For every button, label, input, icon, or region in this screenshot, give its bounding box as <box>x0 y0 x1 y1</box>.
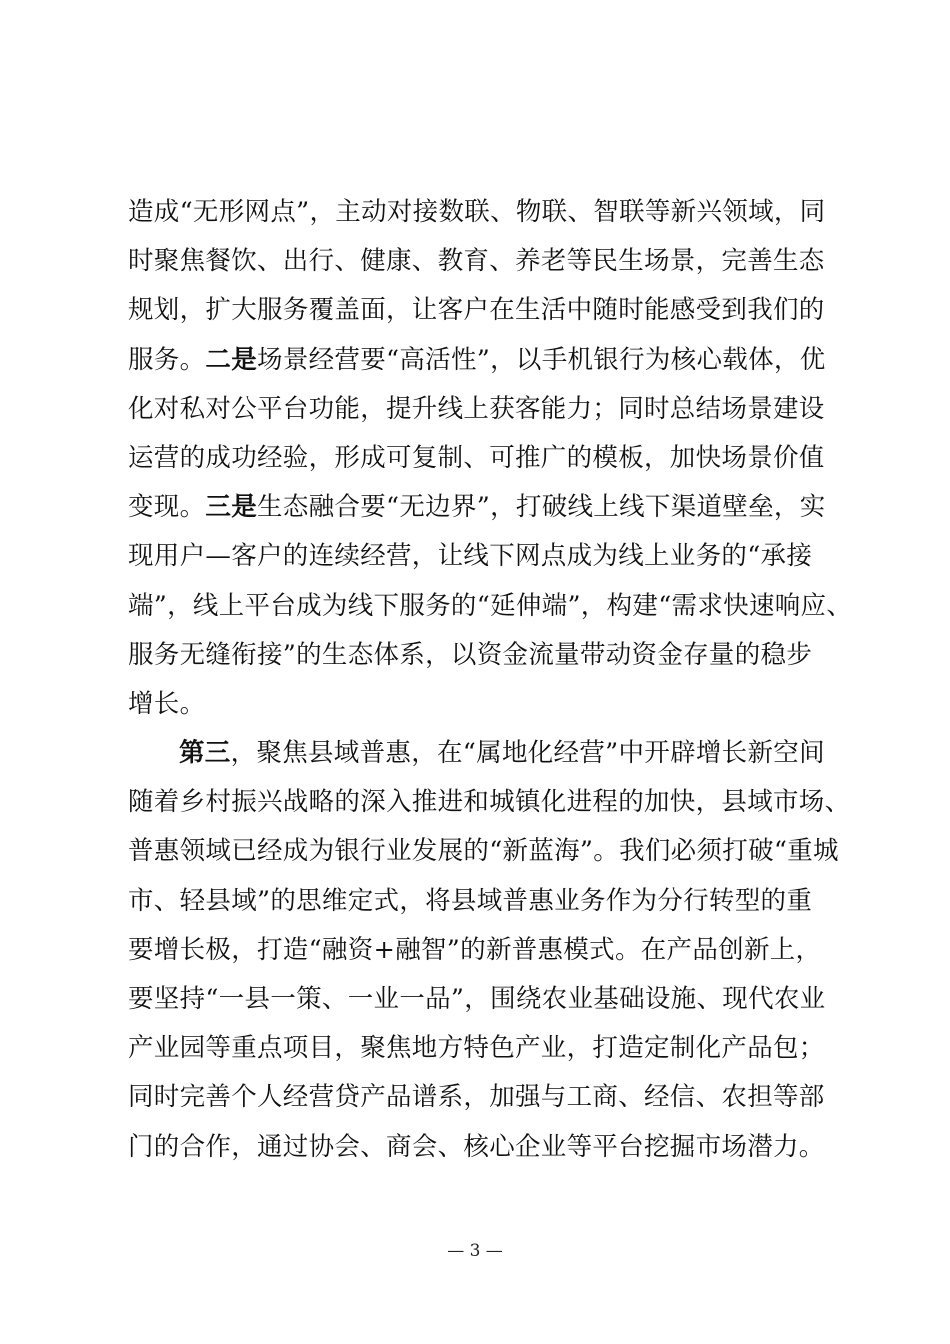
text-line <box>128 532 833 581</box>
text-span: 化对私对公平台功能，提升线上获客能力；同时总结场景建设 <box>128 393 825 424</box>
section-heading-bold: 第三 <box>179 738 231 769</box>
text-line <box>128 877 833 926</box>
text-span: 门的合作，通过协会、商会、核心企业等平台挖掘市场潜力。 <box>128 1131 825 1162</box>
text-line <box>128 434 833 483</box>
text-span: 要增长极，打造“融资+融智”的新普惠模式。在产品创新上， <box>128 934 822 965</box>
body-text <box>128 188 853 1172</box>
text-span: 造成“无形网点”，主动对接数联、物联、智联等新兴领域，同 <box>128 197 826 227</box>
text-line <box>128 1024 833 1073</box>
text-line <box>128 385 833 434</box>
text-line <box>128 286 833 335</box>
text-span: 变现。 <box>128 492 206 523</box>
text-line <box>128 1123 833 1172</box>
text-span: 时聚焦餐饮、出行、健康、教育、养老等民生场景，完善生态 <box>128 246 825 277</box>
bold-marker: 二是 <box>205 344 258 375</box>
text-span: 增长。 <box>128 688 206 719</box>
text-line <box>128 483 833 532</box>
text-span: 运营的成功经验，形成可复制、可推广的模板，加快场景价值 <box>128 442 825 473</box>
text-line <box>128 336 833 385</box>
text-span: 市、轻县域”的思维定式，将县域普惠业务作为分行转型的重 <box>128 885 813 916</box>
text-span: 随着乡村振兴战略的深入推进和城镇化进程的加快，县域市场、 <box>128 787 851 818</box>
text-span: 服务。 <box>128 344 206 375</box>
text-line <box>128 680 833 729</box>
text-span: 生态融合要“无边界”，打破线上线下渠道壁垒，实 <box>257 492 826 523</box>
section-heading-text: ，聚焦县域普惠，在“属地化经营”中开辟增长新空间 <box>230 738 825 769</box>
text-line <box>128 1073 833 1122</box>
text-line <box>128 237 833 286</box>
text-span: 同时完善个人经营贷产品谱系，加强与工商、经信、农担等部 <box>128 1082 825 1113</box>
text-span: 产业园等重点项目，聚焦地方特色产业，打造定制化产品包； <box>128 1033 825 1064</box>
text-line <box>128 631 833 680</box>
text-span: 规划，扩大服务覆盖面，让客户在生活中随时能感受到我们的 <box>128 295 825 326</box>
section-heading-line <box>128 729 833 778</box>
text-line <box>128 582 853 631</box>
text-line <box>128 975 833 1024</box>
text-span: 要坚持“一县一策、一业一品”，围绕农业基础设施、现代农业 <box>128 984 826 1014</box>
text-span: 场景经营要“高活性”，以手机银行为核心载体，优 <box>257 344 826 375</box>
text-span: 端”，线上平台成为线下服务的“延伸端”，构建“需求快速响应、 <box>128 590 853 621</box>
text-line <box>128 827 839 876</box>
text-line <box>128 778 851 827</box>
text-line <box>128 926 833 975</box>
bold-marker: 三是 <box>205 492 258 523</box>
text-line <box>128 188 833 237</box>
text-span: 服务无缝衔接”的生态体系，以资金流量带动资金存量的稳步 <box>128 639 813 670</box>
text-span: 现用户—客户的连续经营，让线下网点成为线上业务的“承接 <box>128 541 813 572</box>
page-number: — 3 — <box>447 1241 503 1261</box>
text-span: 普惠领域已经成为银行业发展的“新蓝海”。我们必须打破“重城 <box>128 836 839 867</box>
